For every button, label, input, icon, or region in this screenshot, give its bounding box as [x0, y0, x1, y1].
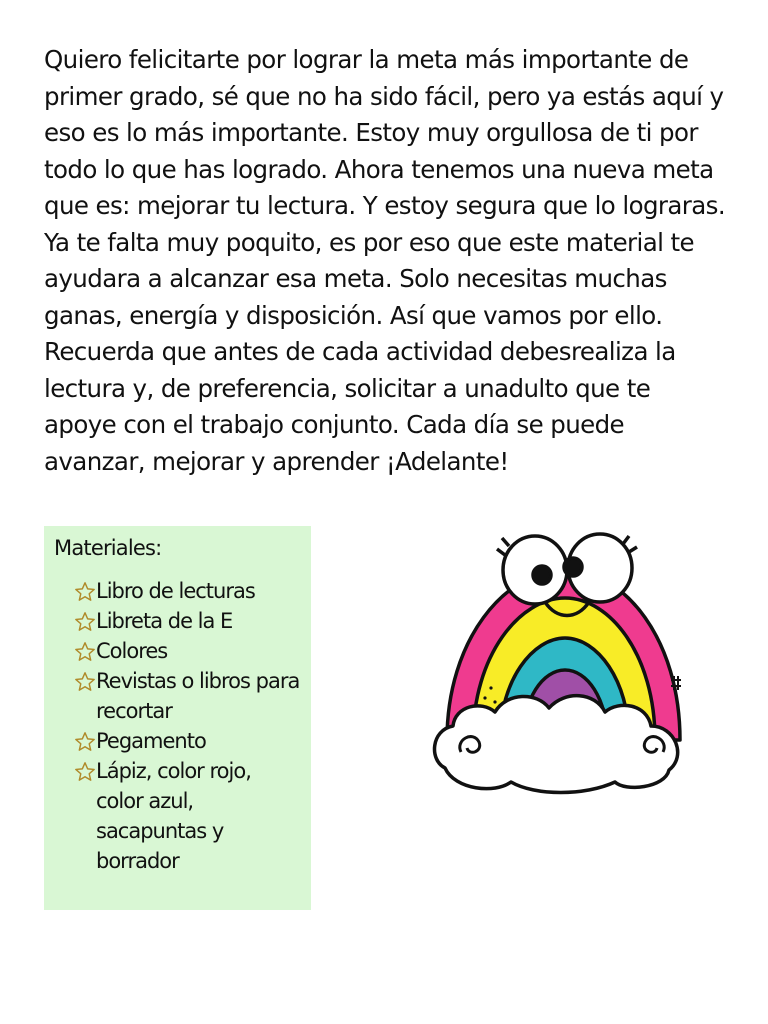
list-item — [54, 726, 301, 756]
materials-title: Materiales: — [54, 536, 162, 560]
star-outline-icon — [74, 581, 96, 603]
star-outline-icon — [74, 611, 96, 633]
material-label: Colores — [96, 639, 168, 663]
list-item — [54, 606, 301, 636]
material-label: Pegamento — [96, 729, 206, 753]
star-outline-icon — [74, 761, 96, 783]
list-item — [54, 576, 301, 606]
material-label: Revistas o libros para recortar — [96, 669, 300, 723]
material-label: Libreta de la E — [96, 609, 233, 633]
material-label: Lápiz, color rojo, color azul, sacapuntas y borrador — [96, 759, 251, 873]
list-item — [54, 756, 301, 876]
list-item — [54, 666, 301, 726]
star-outline-icon — [74, 731, 96, 753]
materials-box — [44, 526, 311, 910]
materials-list — [54, 576, 301, 876]
intro-paragraph: Quiero felicitarte por lograr la meta más importante de primer grado, sé que no ha sido fácil, pero ya estás aquí y eso es lo más importante. Estoy muy orgullosa de ti por todo lo que has logrado. Ahora tenemos una nueva meta que es: mejorar tu lectura. Y estoy segura que lo lograras. Ya te falta muy poquito, es por eso que este material te ayudara a alcanzar esa meta. Solo necesitas muchas ganas, energía y disposición. Así que vamos por ello. Recuerda que antes de cada actividad debesrealiza la lectura y, de preferencia, solicitar a unadulto que te apoye con el trabajo conjunto. Cada día se puede avanzar, mejorar y aprender ¡Adelante! — [44, 45, 726, 476]
list-item — [54, 636, 301, 666]
star-outline-icon — [74, 641, 96, 663]
star-outline-icon — [74, 671, 96, 693]
material-label: Libro de lecturas — [96, 579, 255, 603]
smiling-rainbow-cloud-icon — [425, 530, 700, 800]
